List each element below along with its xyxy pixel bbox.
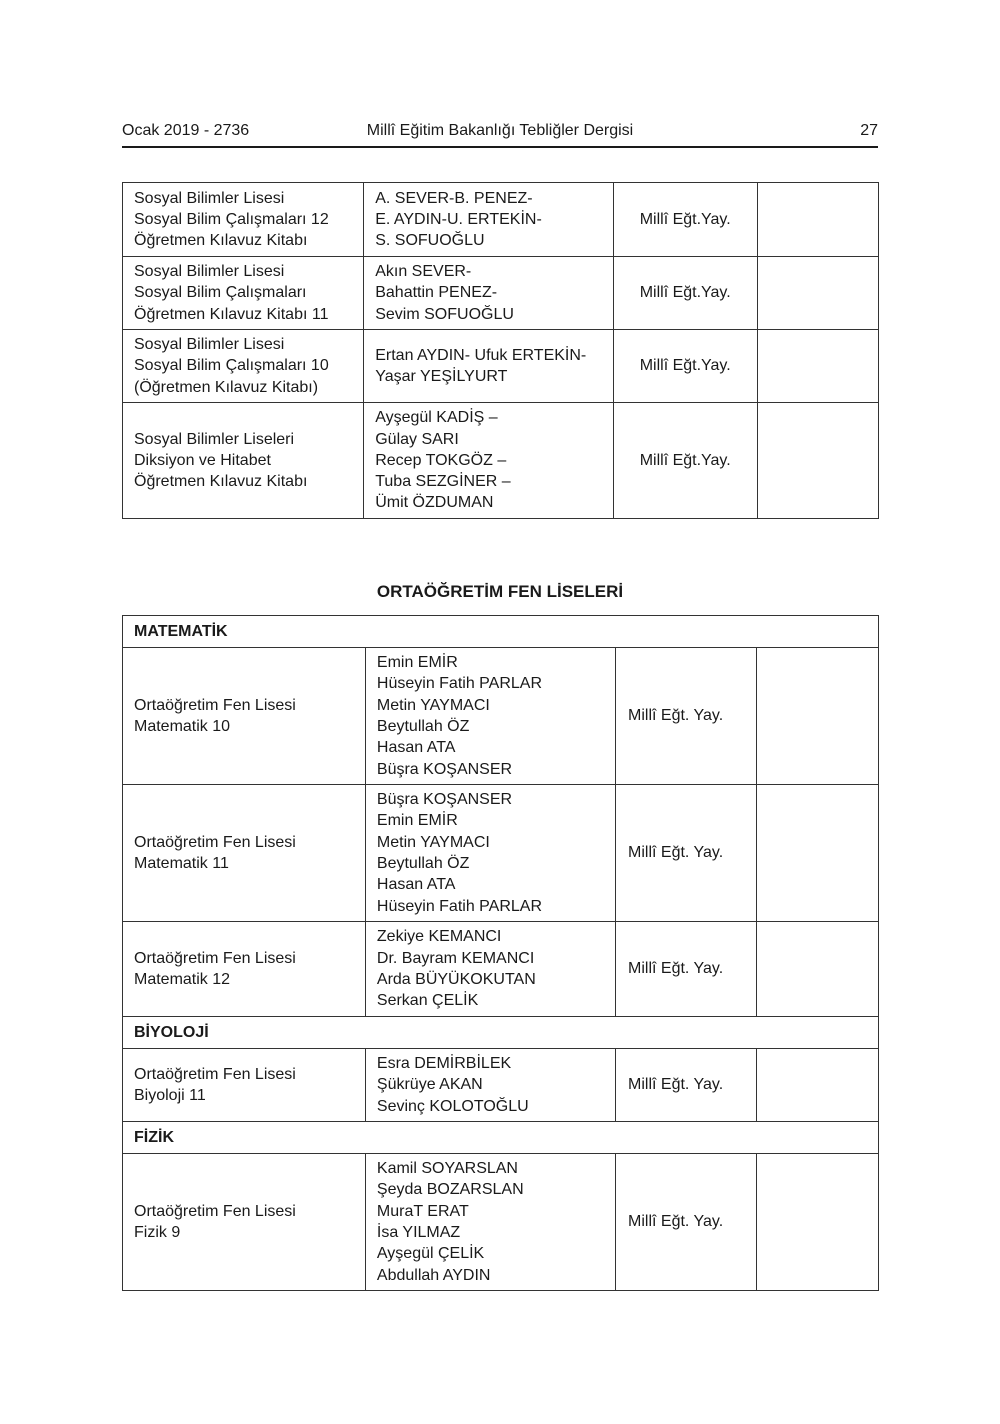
empty-cell	[757, 257, 878, 330]
authors-line: Arda BÜYÜKOKUTAN	[376, 971, 536, 988]
subject-heading: BİYOLOJİ	[123, 1017, 879, 1049]
book-title-line: Öğretmen Kılavuz Kitabı	[134, 473, 308, 491]
empty-cell	[757, 1049, 879, 1122]
authors-line: Ertan AYDIN- Ufuk ERTEKİN-	[375, 346, 587, 364]
authors-line: Beytullah ÖZ	[376, 718, 470, 735]
book-title-line: Sosyal Bilim Çalışmaları 10	[134, 357, 329, 375]
book-title-line: Sosyal Bilimler Lisesi	[134, 263, 285, 281]
book-title-line: Diksiyon ve Hitabet	[134, 451, 271, 469]
authors-line: Bahattin PENEZ-	[375, 284, 498, 302]
book-title	[123, 785, 366, 922]
journal-title: Millî Eğitim Bakanlığı Tebliğler Dergisi	[366, 122, 634, 139]
table-row	[123, 403, 879, 519]
book-title-line: Öğretmen Kılavuz Kitabı	[134, 232, 308, 250]
subject-heading: MATEMATİK	[123, 616, 879, 648]
book-title-line: (Öğretmen Kılavuz Kitabı)	[134, 378, 319, 396]
authors-line: Dr. Bayram KEMANCI	[376, 949, 535, 967]
book-title-line: Sosyal Bilimler Liseleri	[134, 430, 295, 448]
authors-line: Metin YAYMACI	[376, 696, 490, 714]
book-title-line: Sosyal Bilim Çalışmaları	[134, 284, 307, 302]
subject-heading-row	[123, 1122, 879, 1154]
section-title: ORTAÖĞRETİM FEN LİSELERİ	[376, 582, 624, 601]
authors	[365, 648, 615, 785]
authors-line: Zekiye KEMANCI	[376, 928, 502, 946]
table-row	[123, 183, 879, 257]
empty-cell	[757, 330, 878, 403]
authors	[364, 330, 613, 403]
book-title-line: Matematik 11	[134, 855, 229, 872]
authors-line: Hasan ATA	[376, 876, 456, 894]
authors-line: Ayşegül ÇELİK	[376, 1245, 485, 1263]
empty-cell	[757, 183, 878, 257]
publisher: Millî Eğt.Yay.	[613, 257, 757, 330]
authors	[364, 183, 613, 257]
book-title	[123, 1154, 366, 1291]
empty-cell	[757, 648, 879, 785]
subject-heading-row	[123, 1017, 879, 1049]
authors-line: Gülay SARI	[375, 430, 459, 448]
book-title-line: Ortaöğretim Fen Lisesi	[134, 949, 296, 967]
book-title-line: Ortaöğretim Fen Lisesi	[134, 1065, 296, 1083]
book-title	[123, 1049, 366, 1122]
authors-line: Ümit ÖZDUMAN	[375, 494, 494, 512]
empty-cell	[757, 403, 878, 519]
publisher: Millî Eğt. Yay.	[616, 922, 757, 1017]
book-title-line: Biyoloji 11	[134, 1087, 206, 1104]
publisher: Millî Eğt.Yay.	[613, 330, 757, 403]
textbook-table-social-sciences	[122, 182, 879, 519]
authors-line: Serkan ÇELİK	[376, 992, 479, 1010]
book-title	[123, 330, 364, 403]
table-row	[123, 330, 879, 403]
authors-line: İsa YILMAZ	[376, 1224, 461, 1241]
book-title-line: Sosyal Bilimler Lisesi	[134, 189, 285, 207]
book-title-line: Öğretmen Kılavuz Kitabı 11	[134, 305, 329, 323]
authors-line: Tuba SEZGİNER –	[375, 473, 511, 491]
table-row	[123, 648, 879, 785]
textbook-table-science-high-schools	[122, 615, 879, 1291]
book-title-line: Fizik 9	[134, 1224, 181, 1241]
publisher: Millî Eğt. Yay.	[616, 648, 757, 785]
table-row	[123, 785, 879, 922]
subject-heading: FİZİK	[123, 1122, 879, 1154]
authors-line: Hüseyin Fatih PARLAR	[376, 675, 543, 693]
authors-line: Esra DEMİRBİLEK	[376, 1055, 512, 1073]
book-title-line: Ortaöğretim Fen Lisesi	[134, 1202, 296, 1220]
authors	[365, 1154, 615, 1291]
authors-line: Yaşar YEŞİLYURT	[375, 368, 508, 385]
authors-line: Büşra KOŞANSER	[376, 760, 513, 778]
issue-date: Ocak 2019 - 2736	[122, 122, 250, 139]
authors-line: Hüseyin Fatih PARLAR	[376, 897, 543, 915]
book-title	[123, 648, 366, 785]
page-number: 27	[860, 122, 878, 139]
authors-line: Akın SEVER-	[375, 263, 472, 281]
table-row	[123, 922, 879, 1017]
authors-line: Metin YAYMACI	[376, 833, 490, 851]
book-title	[123, 183, 364, 257]
publisher: Millî Eğt.Yay.	[613, 183, 757, 257]
table-row	[123, 257, 879, 330]
authors-line: Sevinç KOLOTOĞLU	[376, 1097, 529, 1115]
authors-line: Emin EMİR	[376, 812, 458, 830]
authors-line: A. SEVER-B. PENEZ-	[375, 189, 533, 207]
authors-line: Kamil SOYARSLAN	[376, 1160, 518, 1178]
authors	[365, 922, 615, 1017]
empty-cell	[757, 922, 879, 1017]
authors-line: Recep TOKGÖZ –	[375, 451, 507, 469]
table-row	[123, 1154, 879, 1291]
authors	[364, 257, 613, 330]
authors	[365, 785, 615, 922]
book-title	[123, 403, 364, 519]
page-header	[122, 120, 878, 148]
subject-heading-row	[123, 616, 879, 648]
authors-line: MuraT ERAT	[376, 1202, 469, 1220]
authors	[364, 403, 613, 519]
authors-line: S. SOFUOĞLU	[375, 232, 485, 250]
book-title	[123, 922, 366, 1017]
book-title-line: Sosyal Bilim Çalışmaları 12	[134, 210, 329, 228]
authors-line: Ayşegül KADİŞ –	[375, 409, 498, 427]
authors-line: Beytullah ÖZ	[376, 855, 470, 872]
authors	[365, 1049, 615, 1122]
table-row	[123, 1049, 879, 1122]
book-title-line: Matematik 10	[134, 718, 231, 735]
empty-cell	[757, 1154, 879, 1291]
authors-line: Şeyda BOZARSLAN	[376, 1181, 524, 1199]
authors-line: Büşra KOŞANSER	[376, 791, 513, 809]
authors-line: Sevim SOFUOĞLU	[375, 305, 514, 323]
book-title-line: Matematik 12	[134, 971, 231, 988]
authors-line: E. AYDIN-U. ERTEKİN-	[375, 210, 542, 228]
publisher: Millî Eğt. Yay.	[616, 1049, 757, 1122]
publisher: Millî Eğt. Yay.	[616, 785, 757, 922]
book-title-line: Sosyal Bilimler Lisesi	[134, 336, 285, 354]
book-title	[123, 257, 364, 330]
authors-line: Şükrüye AKAN	[376, 1076, 483, 1094]
book-title-line: Ortaöğretim Fen Lisesi	[134, 833, 296, 851]
publisher: Millî Eğt. Yay.	[616, 1154, 757, 1291]
authors-line: Abdullah AYDIN	[376, 1266, 491, 1284]
publisher: Millî Eğt.Yay.	[613, 403, 757, 519]
authors-line: Hasan ATA	[376, 739, 456, 757]
empty-cell	[757, 785, 879, 922]
authors-line: Emin EMİR	[376, 654, 458, 672]
book-title-line: Ortaöğretim Fen Lisesi	[134, 696, 296, 714]
